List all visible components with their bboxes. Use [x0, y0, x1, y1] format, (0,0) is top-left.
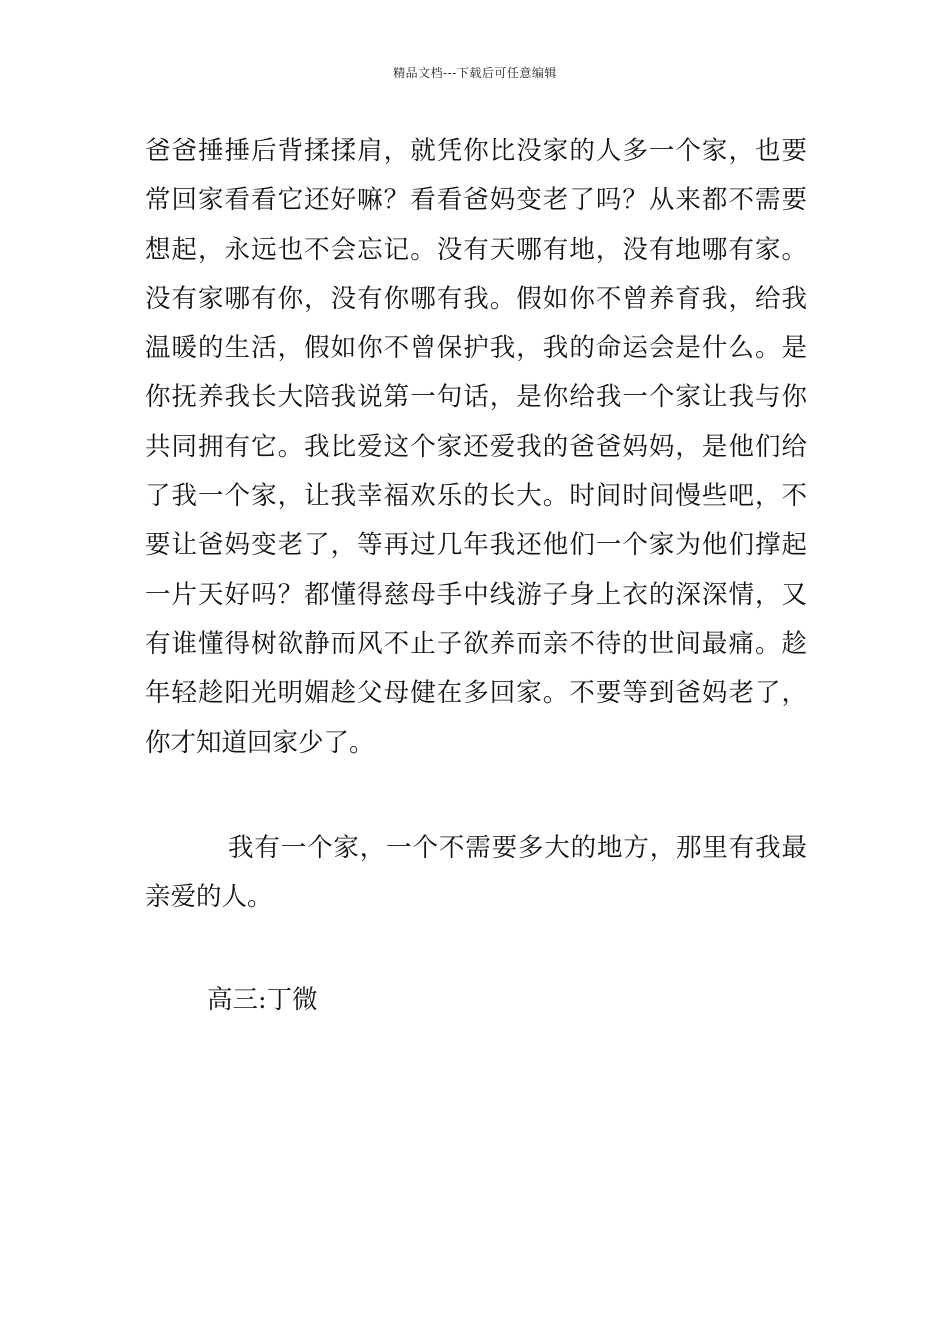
- page-header: 精品文档---下载后可任意编辑: [393, 66, 557, 80]
- body-paragraph-2: 我有一个家，一个不需要多大的地方，那里有我最亲爱的人。: [145, 833, 807, 913]
- author-signature: 高三:丁微: [207, 985, 318, 1015]
- body-paragraph-1: 爸爸捶捶后背揉揉肩，就凭你比没家的人多一个家，也要常回家看看它还好嘛？看看爸妈变老了吗？从来都不需要想起，永远也不会忘记。没有天哪有地，没有地哪有家。没有家哪有你，没有你哪有我。假如你不曾养育我，给我温暖的生活，假如你不曾保护我，我的命运会是什么。是你抚养我长大陪我说第一句话，是你给我一个家让我与你共同拥有它。我比爱这个家还爱我的爸爸妈妈，是他们给了我一个家，让我幸福欢乐的长大。时间时间慢些吧，不要让爸妈变老了，等再过几年我还他们一个家为他们撑起一片天好吗？都懂得慈母手中线游子身上衣的深深情，又有谁懂得树欲静而风不止子欲养而亲不待的世间最痛。趁年轻趁阳光明媚趁父母健在多回家。不要等到爸妈老了，你才知道回家少了。: [145, 136, 807, 758]
